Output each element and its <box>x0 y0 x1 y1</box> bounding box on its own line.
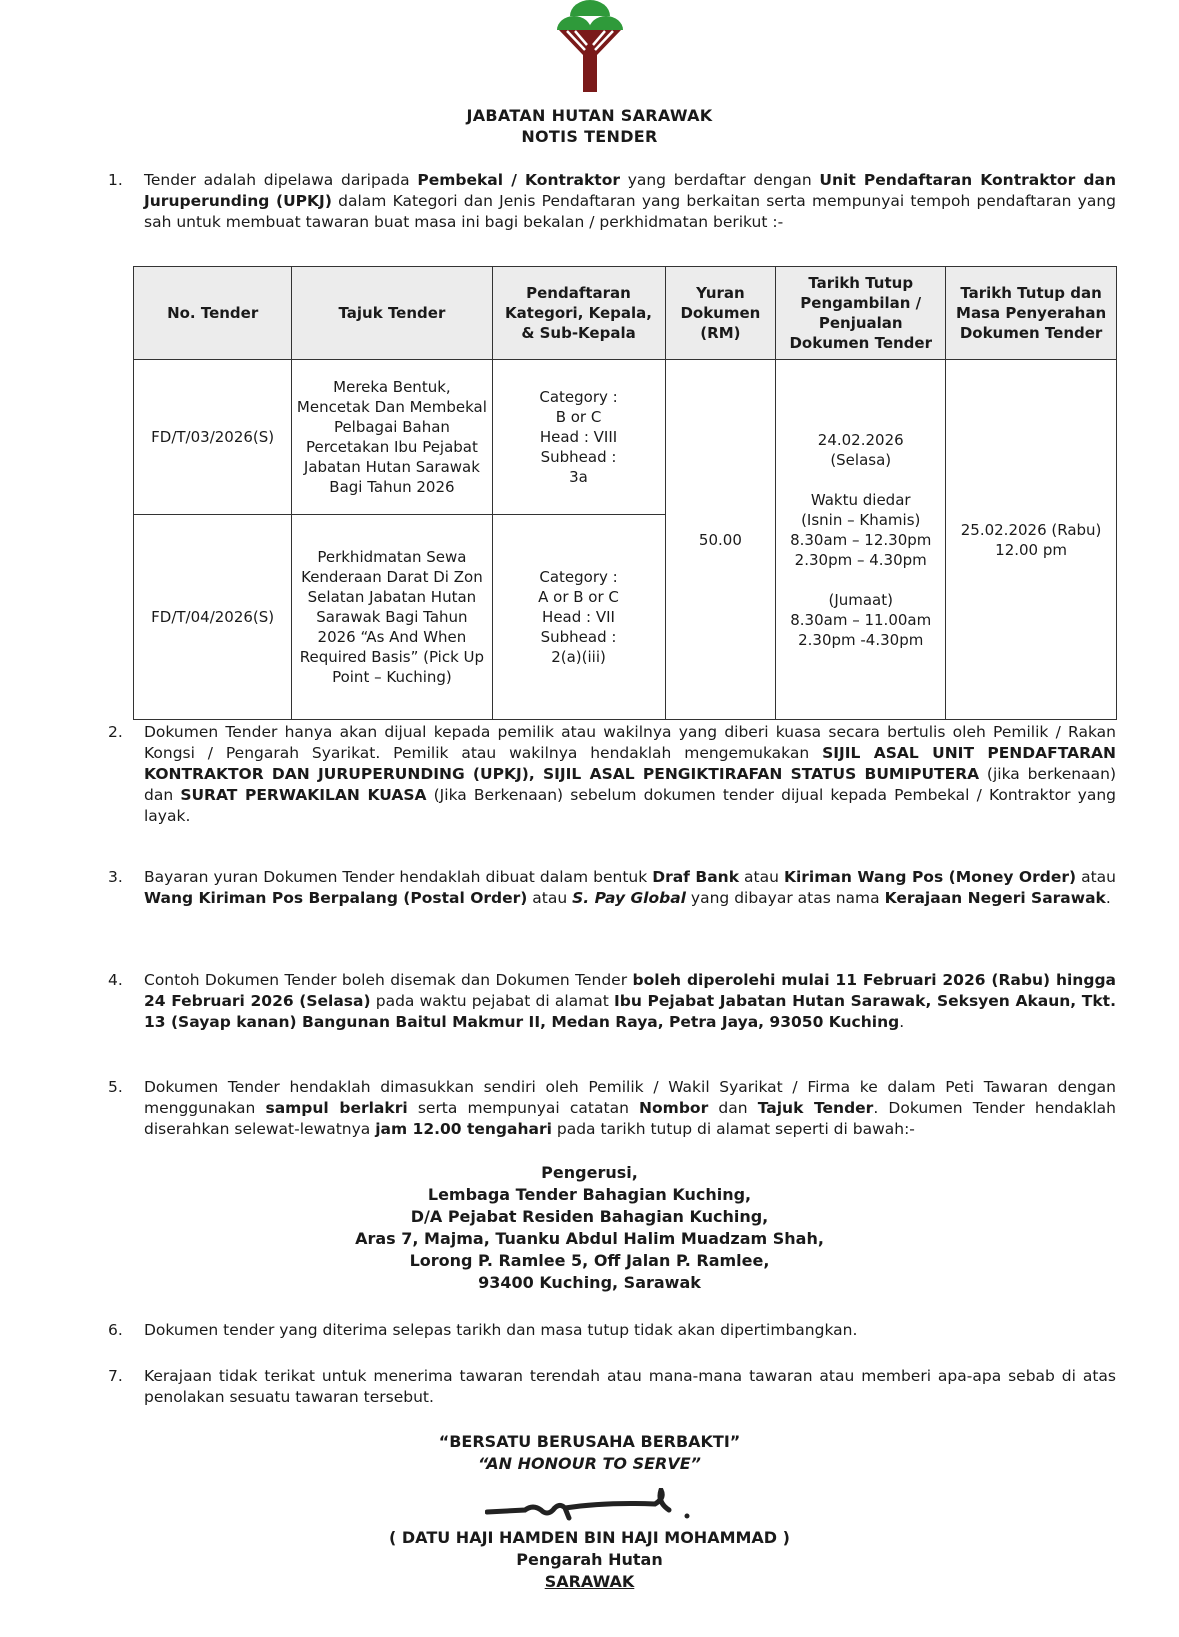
signatory-name: ( DATU HAJI HAMDEN BIN HAJI MOHAMMAD ) <box>389 1528 790 1547</box>
clause-number: 6. <box>108 1321 123 1339</box>
text-run: atau <box>739 868 784 886</box>
clause-1 <box>108 170 1116 233</box>
emphasis-text: Kiriman Wang Pos (Money Order) <box>783 868 1077 886</box>
col-header-registration: Pendaftaran Kategori, Kepala, & Sub-Kepala <box>492 267 665 360</box>
signatory-state: SARAWAK <box>544 1572 635 1591</box>
emphasis-text: jam 12.00 tengahari <box>375 1120 552 1138</box>
submission-close-date <box>946 360 1117 720</box>
emphasis-text: Kerajaan Negeri Sarawak <box>884 889 1106 907</box>
text-line: 24.02.2026 <box>817 430 904 449</box>
col-header-fee: Yuran Dokumen (RM) <box>665 267 776 360</box>
text-line: 2(a)(iii) <box>551 648 606 666</box>
motto-malay: “BERSATU BERUSAHA BERBAKTI” <box>438 1432 741 1451</box>
text-run: atau <box>527 889 573 907</box>
emphasis-text: boleh diperolehi mulai 11 Februari 2026 (Rabu) hingga 24 Februari 2026 (Selasa) <box>144 971 1116 1010</box>
text-line: Waktu diedar <box>810 490 911 509</box>
text-line: Category : <box>539 568 618 586</box>
text-line: A or B or C <box>538 588 619 606</box>
text-run: yang berdaftar dengan <box>620 171 820 189</box>
text-run: dalam Kategori dan Jenis Pendaftaran yang berkaitan serta mempunyai tempoh pendaftaran yang sah untuk membuat tawaran buat masa ini bagi bekalan / perkhidmatan berikut :- <box>144 192 1117 231</box>
clause-number: 1. <box>108 171 123 189</box>
signatory-position: Pengarah Hutan <box>516 1550 663 1569</box>
text-line: Lorong P. Ramlee 5, Off Jalan P. Ramlee, <box>409 1251 770 1270</box>
tender-title: Perkhidmatan Sewa Kenderaan Darat Di Zon Selatan Jabatan Hutan Sarawak Bagi Tahun 2026 “As And When Required Basis” (Pick Up Point – Kuching) <box>292 515 492 720</box>
submission-address <box>0 1162 1179 1294</box>
emphasis-text: SIJIL ASAL UNIT PENDAFTARAN KONTRAKTOR DAN JURUPERUNDING (UPKJ), SIJIL ASAL PENGIKTIRAFAN STATUS BUMIPUTERA <box>144 744 1116 783</box>
clause-2 <box>108 722 1116 827</box>
clause-number: 5. <box>108 1078 123 1096</box>
text-run: dan <box>708 1099 758 1117</box>
text-line: (Selasa) <box>830 450 892 469</box>
text-run: Dokumen tender yang diterima selepas tarikh dan masa tutup tidak akan dipertimbangkan. <box>144 1321 858 1339</box>
text-line: Head : VII <box>542 608 615 626</box>
text-line: 2.30pm – 4.30pm <box>794 550 927 569</box>
clause-3 <box>108 867 1116 909</box>
org-name: JABATAN HUTAN SARAWAK <box>466 106 713 125</box>
text-line <box>780 470 941 490</box>
text-line: Pengerusi, <box>541 1163 638 1182</box>
signature-icon <box>485 1488 695 1524</box>
emphasis-text: SURAT PERWAKILAN KUASA <box>180 786 427 804</box>
text-line: 8.30am – 12.30pm <box>790 530 932 549</box>
text-line: Lembaga Tender Bahagian Kuching, <box>427 1185 752 1204</box>
clause-7 <box>108 1366 1116 1408</box>
text-run: Dokumen Tender hendaklah dimasukkan sendiri oleh Pemilik / Wakil Syarikat / Firma ke dalam Peti Tawaran dengan menggunakan <box>144 1078 1116 1117</box>
table-header-row <box>134 267 1117 360</box>
clause-text <box>144 722 1116 827</box>
clause-4 <box>108 970 1116 1033</box>
emphasis-text: Unit Pendaftaran Kontraktor dan Juruperunding (UPKJ) <box>144 171 1116 210</box>
text-line: (Isnin – Khamis) <box>801 510 921 529</box>
text-run: atau <box>1076 868 1116 886</box>
clause-number: 2. <box>108 723 123 741</box>
text-line: 93400 Kuching, Sarawak <box>478 1273 701 1292</box>
text-run: Dokumen Tender hanya akan dijual kepada pemilik atau wakilnya yang diberi kuasa secara bertulis oleh Pemilik / Rakan Kongsi / Pengarah Syarikat. Pemilik atau wakilnya hendaklah mengemukakan <box>144 723 1116 762</box>
emphasis-text: Tajuk Tender <box>757 1099 874 1117</box>
col-header-sale-close: Tarikh Tutup Pengambilan / Penjualan Dokumen Tender <box>776 267 946 360</box>
clause-6 <box>108 1320 1116 1341</box>
text-line: Head : VIII <box>539 428 618 446</box>
text-run: (Jika Berkenaan) sebelum dokumen tender dijual kepada Pembekal / Kontraktor yang layak. <box>144 786 1117 825</box>
text-line: (Jumaat) <box>828 590 893 609</box>
clause-number: 4. <box>108 971 123 989</box>
text-run: (jika berkenaan) dan <box>144 765 1116 804</box>
text-line: 8.30am – 11.00am <box>790 610 932 629</box>
clause-number: 3. <box>108 868 123 886</box>
forest-tree-logo-icon <box>537 0 643 92</box>
document-fee: 50.00 <box>665 360 776 720</box>
clause-text <box>144 970 1116 1033</box>
clause-text <box>144 1077 1116 1140</box>
emphasis-text: Draf Bank <box>652 868 740 886</box>
emphasis-text: Nombor <box>639 1099 709 1117</box>
sale-close-date <box>776 360 946 720</box>
col-header-title: Tajuk Tender <box>292 267 492 360</box>
col-header-submission-close: Tarikh Tutup dan Masa Penyerahan Dokumen Tender <box>946 267 1117 360</box>
text-line: B or C <box>555 408 602 426</box>
text-line: 2.30pm -4.30pm <box>798 630 924 649</box>
col-header-no: No. Tender <box>134 267 292 360</box>
motto-english: “AN HONOUR TO SERVE” <box>478 1454 701 1473</box>
text-line: 12.00 pm <box>995 540 1067 559</box>
text-line: Category : <box>539 388 618 406</box>
text-run: serta mempunyai catatan <box>407 1099 640 1117</box>
tender-registration <box>492 515 665 720</box>
emphasis-text: Pembekal / Kontraktor <box>417 171 620 189</box>
text-line: 3a <box>569 468 588 486</box>
text-run: yang dibayar atas nama <box>686 889 885 907</box>
text-run: pada waktu pejabat di alamat <box>370 992 614 1010</box>
emphasis-text: Ibu Pejabat Jabatan Hutan Sarawak, Seksyen Akaun, Tkt. 13 (Sayap kanan) Bangunan Baitul Makmur II, Medan Raya, Petra Jaya, 93050 Kuching <box>144 992 1116 1031</box>
tender-no: FD/T/03/2026(S) <box>134 360 292 515</box>
text-line <box>780 570 941 590</box>
clause-text <box>144 867 1116 909</box>
text-run: Bayaran yuran Dokumen Tender hendaklah dibuat dalam bentuk <box>144 868 653 886</box>
clause-5 <box>108 1077 1116 1140</box>
text-run: . <box>1105 889 1111 907</box>
text-run: Contoh Dokumen Tender boleh disemak dan Dokumen Tender <box>144 971 633 989</box>
text-run: Kerajaan tidak terikat untuk menerima tawaran terendah atau mana-mana tawaran atau memberi apa-apa sebab di atas penolakan sesuatu tawaran tersebut. <box>144 1367 1116 1406</box>
text-line: Subhead : <box>540 448 617 466</box>
text-line: 25.02.2026 (Rabu) <box>960 520 1102 539</box>
clause-text <box>144 170 1116 233</box>
tender-table <box>133 266 1117 720</box>
clause-text <box>144 1320 1116 1341</box>
tender-no: FD/T/04/2026(S) <box>134 515 292 720</box>
tender-title: Mereka Bentuk, Mencetak Dan Membekal Pelbagai Bahan Percetakan Ibu Pejabat Jabatan Hutan Sarawak Bagi Tahun 2026 <box>292 360 492 515</box>
doc-title: NOTIS TENDER <box>521 127 658 146</box>
signatory-state-wrap <box>0 1571 1179 1593</box>
text-run: Tender adalah dipelawa daripada <box>144 171 418 189</box>
text-line: Subhead : <box>540 628 617 646</box>
text-run: . <box>899 1013 905 1031</box>
clause-text <box>144 1366 1116 1408</box>
emphasis-text: S. Pay Global <box>572 889 686 907</box>
table-row <box>134 360 1117 515</box>
emphasis-text: sampul berlakri <box>265 1099 408 1117</box>
text-line: Aras 7, Majma, Tuanku Abdul Halim Muadzam Shah, <box>355 1229 824 1248</box>
text-run: pada tarikh tutup di alamat seperti di bawah:- <box>551 1120 915 1138</box>
emphasis-text: Wang Kiriman Pos Berpalang (Postal Order) <box>144 889 528 907</box>
text-line: D/A Pejabat Residen Bahagian Kuching, <box>410 1207 769 1226</box>
text-run: . Dokumen Tender hendaklah diserahkan selewat-lewatnya <box>144 1099 1117 1138</box>
clause-number: 7. <box>108 1367 123 1385</box>
tender-registration <box>492 360 665 515</box>
